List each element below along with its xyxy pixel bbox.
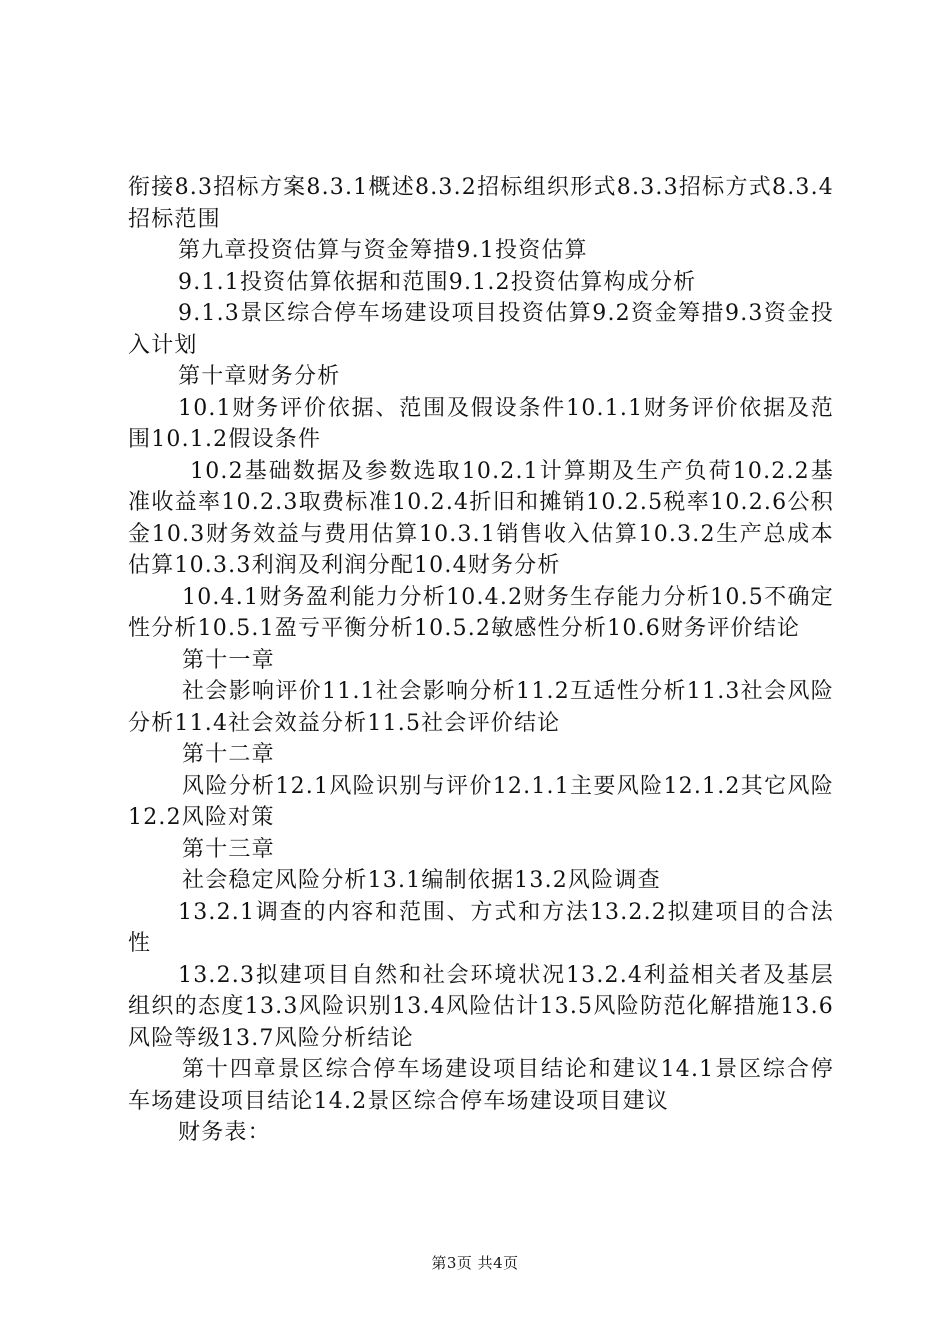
paragraph-section-9-1: 9.1.1投资估算依据和范围9.1.2投资估算构成分析: [178, 269, 697, 295]
paragraph-bidding-plan: 衔接8.3招标方案8.3.1概述8.3.2招标组织形式8.3.3招标方式8.3.4招标范围: [128, 175, 834, 232]
paragraph-chapter-12-body: 风险分析12.1风险识别与评价12.1.1主要风险12.1.2其它风险12.2风险对策: [128, 773, 834, 830]
paragraph-chapter-10-heading: 第十章财务分析: [178, 364, 341, 389]
paragraph-section-13-2-1: 13.2.1调查的内容和范围、方式和方法13.2.2拟建项目的合法性: [128, 899, 834, 956]
page-number-footer: 第3页 共4页: [431, 1254, 519, 1272]
paragraph-chapter-11-body: 社会影响评价11.1社会影响分析11.2互适性分析11.3社会风险分析11.4社会效益分析11.5社会评价结论: [128, 679, 834, 736]
paragraph-chapter-13-heading: 第十三章: [182, 836, 275, 862]
paragraph-chapter-11-heading: 第十一章: [182, 647, 275, 673]
paragraph-financial-tables: 财务表：: [178, 1120, 271, 1145]
paragraph-section-10-2: 10.2基础数据及参数选取10.2.1计算期及生产负荷10.2.2基准收益率10.2.3取费标准10.2.4折旧和摊销10.2.5税率10.2.6公积金10.3财务效益与费用估算10.3.1销售收入估算10.3.2生产总成本估算10.3.3利润及利润分配10.4财务分析: [128, 458, 834, 578]
paragraph-section-13-2-3: 13.2.3拟建项目自然和社会环境状况13.2.4利益相关者及基层组织的态度13.3风险识别13.4风险估计13.5风险防范化解措施13.6风险等级13.7风险分析结论: [128, 962, 834, 1051]
paragraph-section-10-4: 10.4.1财务盈利能力分析10.4.2财务生存能力分析10.5不确定性分析10.5.1盈亏平衡分析10.5.2敏感性分析10.6财务评价结论: [128, 584, 834, 641]
paragraph-chapter-9-heading: 第九章投资估算与资金筹措9.1投资估算: [178, 238, 588, 263]
paragraph-chapter-13-body: 社会稳定风险分析13.1编制依据13.2风险调查: [182, 868, 661, 893]
paragraph-section-9-1-3: 9.1.3景区综合停车场建设项目投资估算9.2资金筹措9.3资金投入计划: [128, 301, 834, 358]
document-body: [128, 172, 834, 1149]
paragraph-chapter-12-heading: 第十二章: [182, 742, 275, 767]
paragraph-chapter-14: 第十四章景区综合停车场建设项目结论和建议14.1景区综合停车场建设项目结论14.2景区综合停车场建设项目建议: [128, 1057, 834, 1114]
paragraph-section-10-1: 10.1财务评价依据、范围及假设条件10.1.1财务评价依据及范围10.1.2假设条件: [128, 395, 834, 452]
